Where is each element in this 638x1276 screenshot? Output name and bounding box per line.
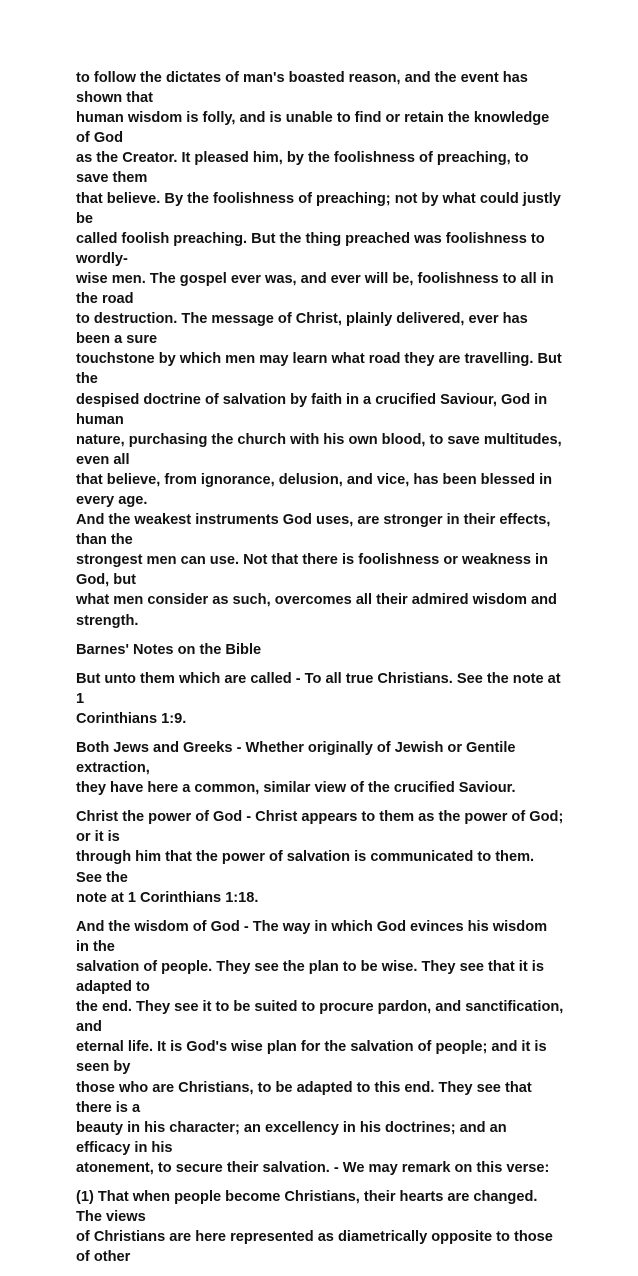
section-heading-barnes-notes: Barnes' Notes on the Bible	[76, 641, 262, 658]
document-page	[76, 68, 564, 1276]
paragraph-henry-commentary: to follow the dictates of man's boasted reason, and the event has shown that human wisdom is folly, and is unable to find or retain the knowledge of God as the Creator. It pleased him, by the foolishness of preaching, to save them that believe. By the foolishness of preaching; not by what could justly be called foolish preaching. But the thing preached was foolishness to wordly- wise men. The gospel ever was, and ever will be, foolishness to all in the road to destruction. The message of Christ, plainly delivered, ever has been a sure touchstone by which men may learn what road they are travelling. But the despised doctrine of salvation by faith in a crucified Saviour, God in human nature, purchasing the church with his own blood, to save multitudes, even all that believe, from ignorance, delusion, and vice, has been blessed in every age. And the weakest instruments God uses, are stronger in their effects, than the strongest men can use. Not that there is foolishness or weakness in God, but what men consider as such, overcomes all their admired wisdom and strength.	[76, 70, 562, 629]
paragraph-power-of-god: Christ the power of God - Christ appears to them as the power of God; or it is through him that the power of salvation is communicated to them. See the note at 1 Corinthians 1:18.	[76, 809, 564, 906]
paragraph-wisdom-of-god: And the wisdom of God - The way in which God evinces his wisdom in the salvation of people. They see the plan to be wise. They see that it is adapted to the end. They see it to be suited to procure pardon, and sanctification, and eternal life. It is God's wise plan for the salvation of people; and it is seen by those who are Christians, to be adapted to this end. They see that there is a beauty in his character; an excellency in his doctrines; and an efficacy in his atonement, to secure their salvation. - We may remark on this verse:	[76, 918, 564, 1176]
paragraph-called: But unto them which are called - To all true Christians. See the note at 1 Corinthians 1:9.	[76, 670, 561, 727]
paragraph-jews-and-greeks: Both Jews and Greeks - Whether originally of Jewish or Gentile extraction, they have here a common, similar view of the crucified Saviour.	[76, 740, 516, 797]
paragraph-hearts-changed: (1) That when people become Christians, their hearts are changed. The views of Christians are here represented as diametrically opposite to those of other	[76, 1188, 553, 1266]
